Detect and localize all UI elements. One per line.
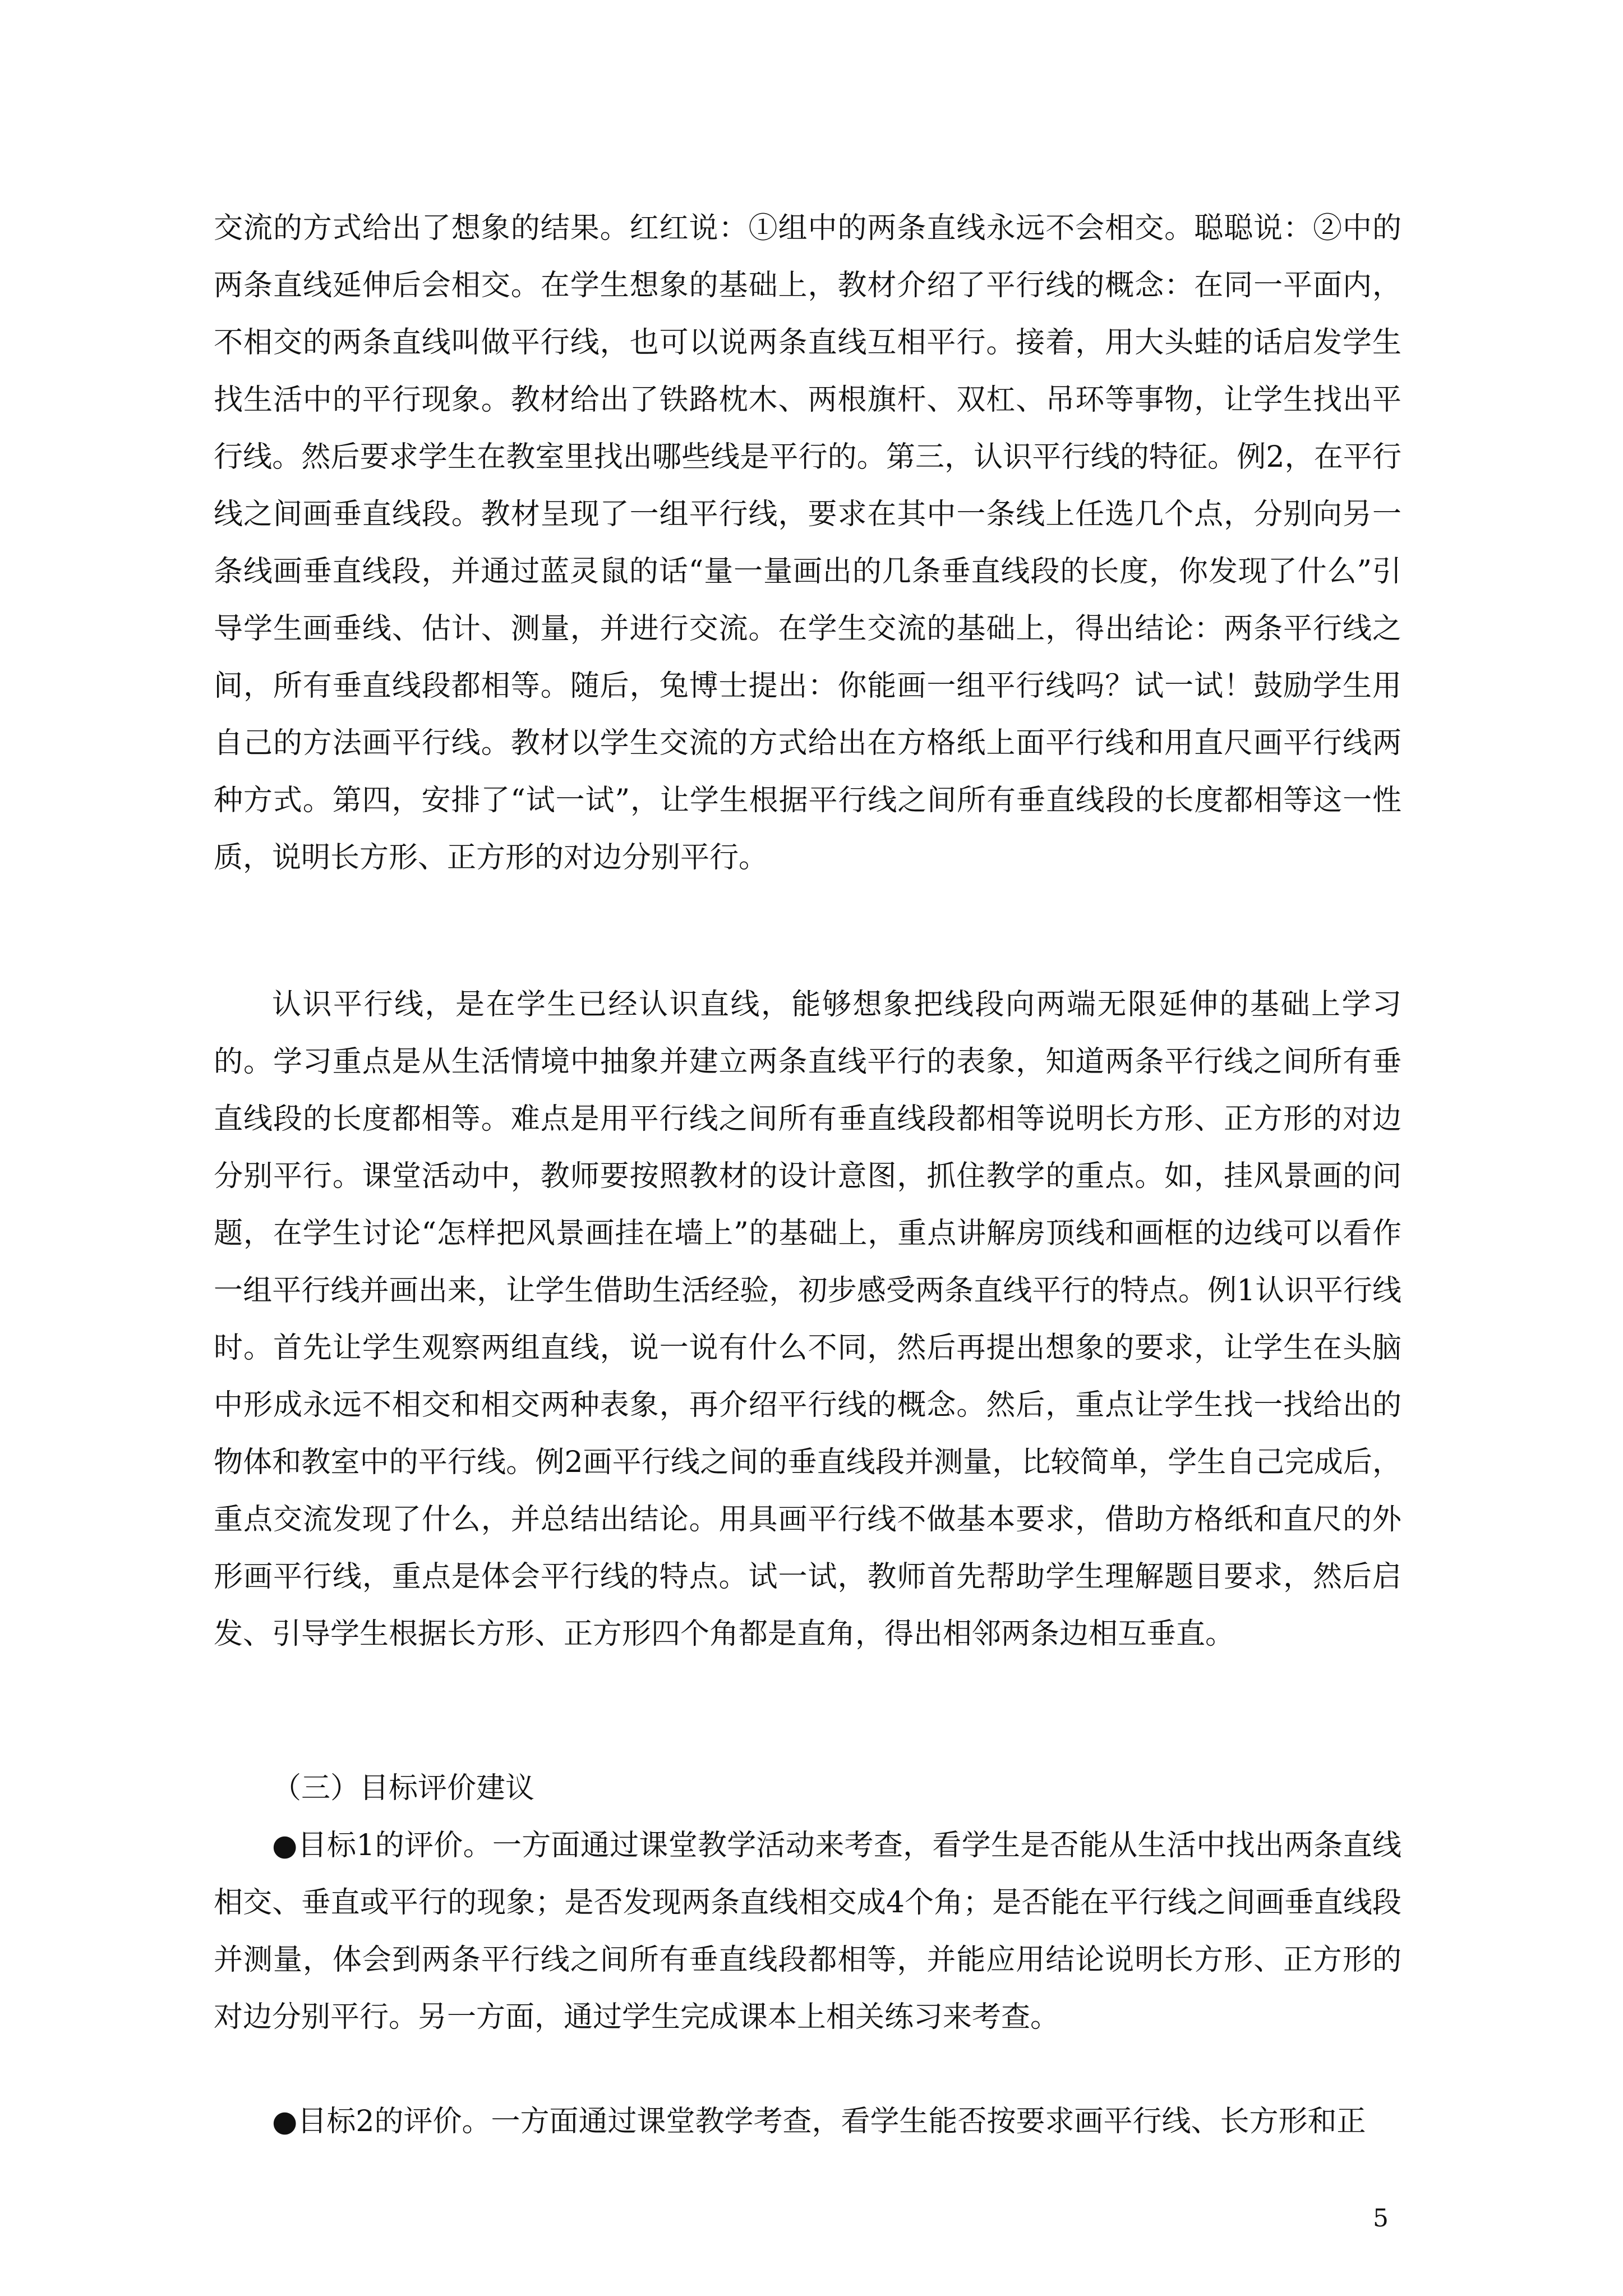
goal-1-paragraph — [214, 1817, 1401, 2046]
paragraph-text: ●目标1的评价。一方面通过课堂教学活动来考查，看学生是否能从生活中找出两条直线相交、垂直或平行的现象；是否发现两条直线相交成4个角；是否能在平行线之间画垂直线段并测量，体会到两条平行线之间所有垂直线段都相等，并能应用结论说明长方形、正方形的对边分别平行。另一方面，通过学生完成课本上相关练习来考查。 — [214, 1829, 1401, 2034]
paragraph-text: ●目标2的评价。一方面通过课堂教学考查，看学生能否按要求画平行线、长方形和正 — [272, 2105, 1366, 2138]
goal-2-paragraph — [214, 2093, 1401, 2150]
page-number: 5 — [1373, 2204, 1389, 2233]
paragraph-text: 认识平行线，是在学生已经认识直线，能够想象把线段向两端无限延伸的基础上学习的。学习重点是从生活情境中抽象并建立两条直线平行的表象，知道两条平行线之间所有垂直线段的长度都相等。难点是用平行线之间所有垂直线段都相等说明长方形、正方形的对边分别平行。课堂活动中，教师要按照教材的设计意图，抓住教学的重点。如，挂风景画的问题，在学生讨论“怎样把风景画挂在墙上”的基础上，重点讲解房顶线和画框的边线可以看作一组平行线并画出来，让学生借助生活经验，初步感受两条直线平行的特点。例1认识平行线时。首先让学生观察两组直线，说一说有什么不同，然后再提出想象的要求，让学生在头脑中形成永远不相交和相交两种表象，再介绍平行线的概念。然后，重点让学生找一找给出的物体和教室中的平行线。例2画平行线之间的垂直线段并测量，比较简单，学生自己完成后，重点交流发现了什么，并总结出结论。用具画平行线不做基本要求，借助方格纸和直尺的外形画平行线，重点是体会平行线的特点。试一试，教师首先帮助学生理解题目要求，然后启发、引导学生根据长方形、正方形四个角都是直角，得出相邻两条边相互垂直。 — [214, 988, 1401, 1651]
section-heading: （三）目标评价建议 — [272, 1772, 535, 1805]
body-paragraph — [214, 976, 1401, 1663]
paragraph-text: 交流的方式给出了想象的结果。红红说：①组中的两条直线永远不会相交。聪聪说：②中的两条直线延伸后会相交。在学生想象的基础上，教材介绍了平行线的概念：在同一平面内，不相交的两条直线叫做平行线，也可以说两条直线互相平行。接着，用大头蛙的话启发学生找生活中的平行现象。教材给出了铁路枕木、两根旗杆、双杠、吊环等事物，让学生找出平行线。然后要求学生在教室里找出哪些线是平行的。第三，认识平行线的特征。例2，在平行线之间画垂直线段。教材呈现了一组平行线，要求在其中一条线上任选几个点，分别向另一条线画垂直线段，并通过蓝灵鼠的话“量一量画出的几条垂直线段的长度，你发现了什么”引导学生画垂线、估计、测量，并进行交流。在学生交流的基础上，得出结论：两条平行线之间，所有垂直线段都相等。随后，兔博士提出：你能画一组平行线吗？试一试！鼓励学生用自己的方法画平行线。教材以学生交流的方式给出在方格纸上面平行线和用直尺画平行线两种方式。第四，安排了“试一试”，让学生根据平行线之间所有垂直线段的长度都相等这一性质，说明长方形、正方形的对边分别平行。 — [214, 211, 1401, 875]
body-paragraph-continued — [214, 200, 1401, 886]
